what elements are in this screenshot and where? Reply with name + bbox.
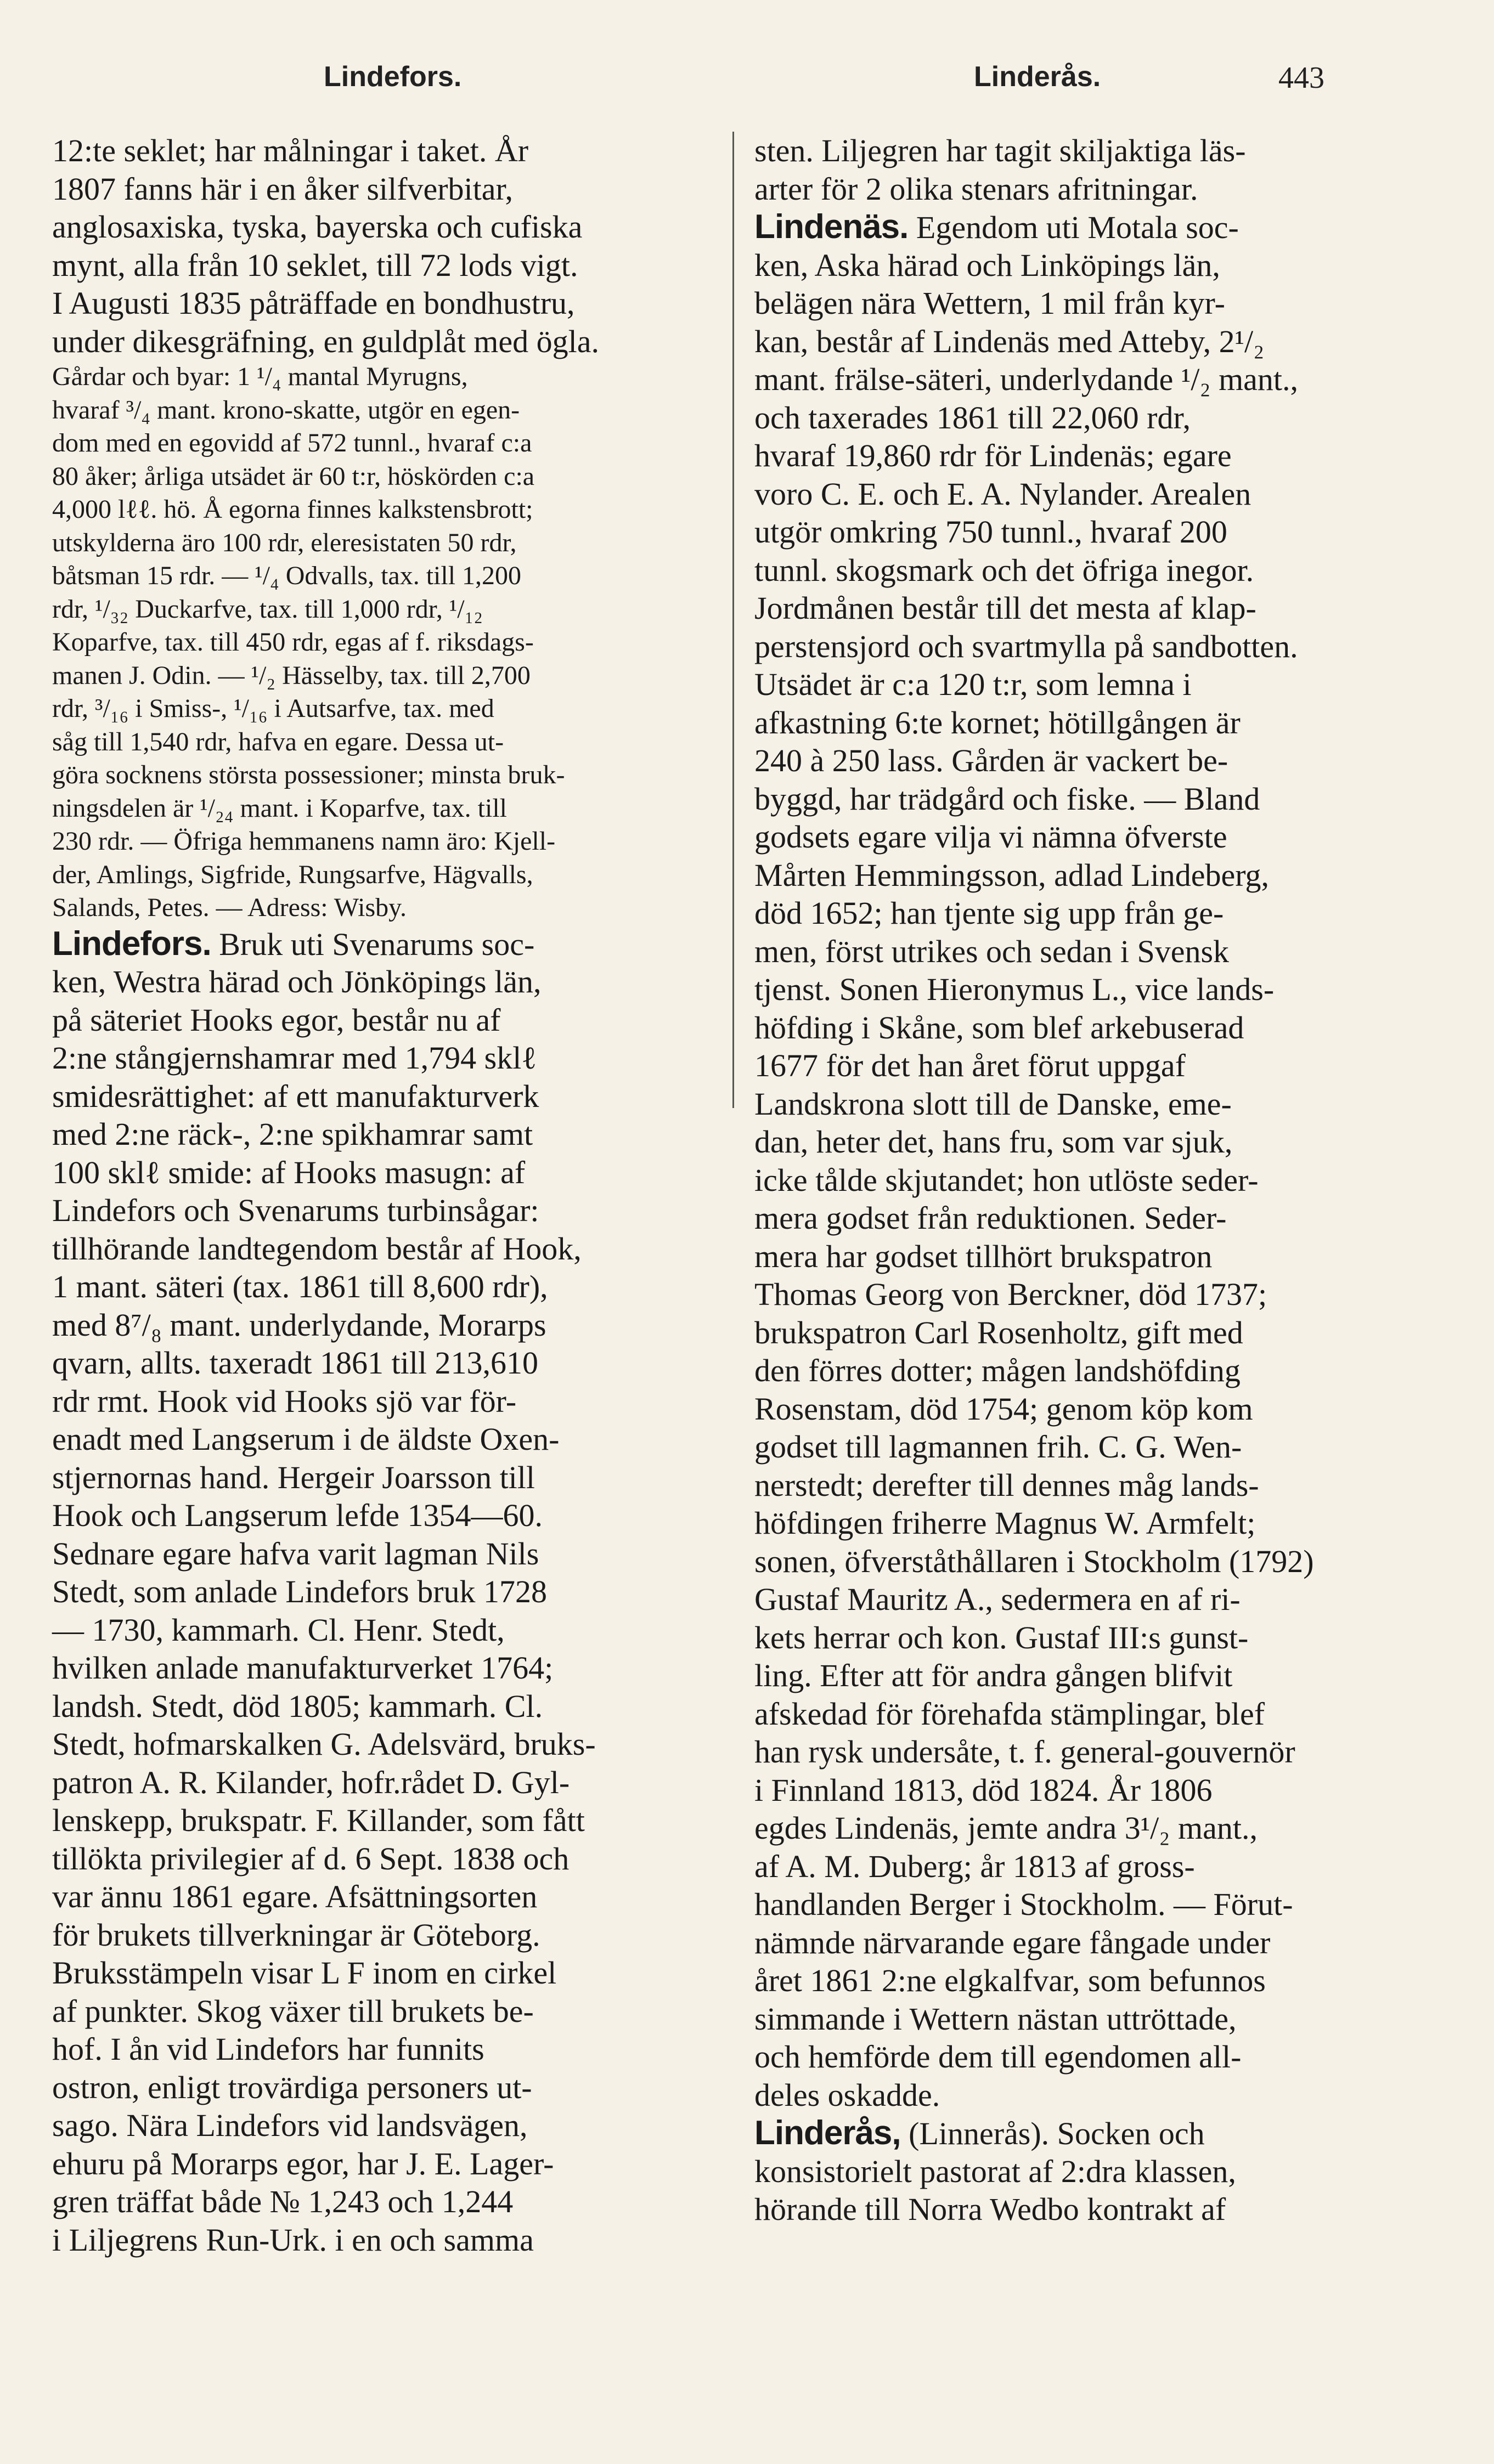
text-line: stjernornas hand. Hergeir Joarsson till [52,1459,535,1495]
entry-lindefors-first-line [52,925,727,963]
text-line: arter för 2 olika stenars afritningar. [754,171,1198,207]
text-line: 1 mant. säteri (tax. 1861 till 8,600 rdr), [52,1269,548,1304]
text-line: gren träffat både № 1,243 och 1,244 [52,2184,514,2219]
text-line: rdr, ³/₁₆ i Smiss-, ¹/₁₆ i Autsarfve, tax. med [52,694,494,723]
text-line: kets herrar och kon. Gustaf III:s gunst- [754,1619,1249,1655]
text-line: ken, Westra härad och Jönköpings län, [52,964,542,999]
text-line: qvarn, allts. taxeradt 1861 till 213,610 [52,1345,538,1381]
text-line: voro C. E. och E. A. Nylander. Arealen [754,476,1251,512]
text-line: tillökta privilegier af d. 6 Sept. 1838 och [52,1840,570,1877]
text-line: under dikesgräfning, en guldplåt med ögla. [52,323,600,359]
text-line: hvaraf 19,860 rdr för Lindenäs; egare [754,438,1232,473]
entry-heading-lindefors: Lindefors. [52,924,211,963]
text-line: Stedt, hofmarskalken G. Adelsvärd, bruks- [52,1726,596,1762]
text-line: 230 rdr. — Öfriga hemmanens namn äro: Kjell- [52,827,556,856]
text-line: och hemförde dem till egendomen all- [754,2039,1242,2075]
page-header [0,55,1494,99]
text-line: deles oskadde. [754,2077,940,2113]
text-line: Salands, Petes. — Adress: Wisby. [52,893,407,922]
text-line: han rysk undersåte, t. f. general-gouvernör [754,1734,1295,1770]
text-line: Lindefors och Svenarums turbinsågar: [52,1193,539,1228]
text-line: brukspatron Carl Rosenholtz, gift med [754,1314,1243,1350]
column-divider [732,132,734,1108]
text-line: egdes Lindenäs, jemte andra 3¹/₂ mant., [754,1810,1258,1846]
text-line: smidesrättighet: af ett manufakturverk [52,1078,539,1114]
text-line: der, Amlings, Sigfride, Rungsarfve, Hägvalls, [52,860,533,889]
text-line: Sednare egare hafva varit lagman Nils [52,1535,539,1572]
paragraph-mynt [52,132,727,360]
text-line: hvaraf ³/₄ mant. krono-skatte, utgör en egen- [52,395,520,425]
text-line: 1677 för det han året förut uppgaf [754,1048,1186,1083]
text-line: Gustaf Mauritz A., sedermera en af ri- [754,1581,1241,1617]
text-line: lenskepp, brukspatr. F. Killander, som fått [52,1802,585,1838]
text-line: enadt med Langserum i de äldste Oxen- [52,1421,560,1457]
entry-lindenas-lead: Egendom uti Motala soc- [908,210,1239,245]
text-line: med 8⁷/₈ mant. underlydande, Morarps [52,1307,546,1343]
text-line: icke tålde skjutandet; hon utlöste seder- [754,1162,1259,1198]
text-line: Jordmånen består till det mesta af klap- [754,590,1256,626]
paragraph-sten [754,132,1380,208]
text-line: ostron, enligt trovärdiga personers ut- [52,2069,532,2105]
text-line: tunnl. skogsmark och det öfriga inegor. [754,552,1254,588]
text-line: men, först utrikes och sedan i Svensk [754,933,1230,969]
text-line: manen J. Odin. — ¹/₂ Hässelby, tax. till 2,700 [52,660,531,690]
text-line: kan, består af Lindenäs med Atteby, 2¹/₂ [754,323,1265,359]
text-line: året 1861 2:ne elgkalfvar, som befunnos [754,1963,1266,1998]
text-line: afkastning 6:te kornet; hötillgången är [754,704,1241,741]
text-line: anglosaxiska, tyska, bayerska och cufiska [52,209,583,245]
text-line: sago. Nära Lindefors vid landsvägen, [52,2107,528,2143]
text-line: utskylderna äro 100 rdr, eleresistaten 50 rdr, [52,528,517,557]
text-line: dom med en egovidd af 572 tunnl., hvaraf c:a [52,428,532,457]
text-line: I Augusti 1835 påträffade en bondhustru, [52,285,575,321]
text-line: Stedt, som anlade Lindefors bruk 1728 [52,1574,548,1609]
text-line: patron A. R. Kilander, hofr.rådet D. Gyl- [52,1764,570,1800]
text-line: 2:ne stångjernshamrar med 1,794 sklℓ [52,1040,537,1076]
text-line: 1807 fanns här i en åker silfverbitar, [52,171,513,207]
text-line: sonen, öfverståthållaren i Stockholm (1792) [754,1543,1314,1579]
text-line: höfding i Skåne, som blef arkebuserad [754,1009,1244,1045]
entry-linderas-lead: (Linnerås). Socken och [900,2116,1205,2151]
text-line: Rosenstam, död 1754; genom köp kom [754,1391,1253,1427]
entry-heading-lindenas: Lindenäs. [754,208,909,246]
text-line: såg till 1,540 rdr, hafva en egare. Dessa ut- [52,727,504,756]
running-head-right: Linderås. [974,61,1101,93]
text-line: ken, Aska härad och Linköpings län, [754,247,1220,283]
text-line: för brukets tillverkningar är Göteborg. [52,1917,540,1953]
text-line: ningsdelen är ¹/₂₄ mant. i Koparfve, tax. till [52,793,507,823]
paragraph-lindenas [754,246,1380,2115]
text-line: dan, heter det, hans fru, som var sjuk, [754,1124,1233,1160]
text-line: godset till lagmannen frih. C. G. Wen- [754,1429,1242,1465]
right-column [754,132,1380,2229]
text-line: utgör omkring 750 tunnl., hvaraf 200 [754,514,1227,550]
text-line: mera godset från reduktionen. Seder- [754,1200,1227,1236]
text-line: Utsädet är c:a 120 t:r, som lemna i [754,666,1192,702]
text-line: nämnde närvarande egare fångade under [754,1924,1271,1960]
text-line: 240 à 250 lass. Gården är vackert be- [754,743,1228,778]
text-line: 80 åker; årliga utsädet är 60 t:r, höskörden c:a [52,461,535,491]
text-line: rdr rmt. Hook vid Hooks sjö var för- [52,1383,517,1419]
text-line: hof. I ån vid Lindefors har funnits [52,2031,484,2067]
text-line: tjenst. Sonen Hieronymus L., vice lands- [754,971,1275,1007]
text-line: hvilken anlade manufakturverket 1764; [52,1650,554,1686]
text-line: 12:te seklet; har målningar i taket. År [52,133,529,168]
text-line: Mårten Hemmingsson, adlad Lindeberg, [754,857,1269,893]
text-line: sten. Liljegren har tagit skiljaktiga läs- [754,133,1246,168]
text-line: nerstedt; derefter till dennes måg lands- [754,1467,1259,1503]
text-line: af A. M. Duberg; år 1813 af gross- [754,1848,1195,1884]
text-line: höfdingen friherre Magnus W. Armfelt; [754,1505,1256,1541]
text-line: afskedad för förehafda stämplingar, blef [754,1696,1265,1732]
text-line: mant. frälse-säteri, underlydande ¹/₂ mant., [754,361,1299,397]
text-line: handlanden Berger i Stockholm. — Förut- [754,1886,1293,1922]
text-line: byggd, har trädgård och fiske. — Bland [754,781,1260,817]
text-line: — 1730, kammarh. Cl. Henr. Stedt, [52,1612,505,1648]
entry-lindefors-lead: Bruk uti Svenarums soc- [211,926,535,962]
text-line: i Liljegrens Run-Urk. i en och samma [52,2222,534,2258]
entry-heading-linderas: Linderås, [754,2114,901,2152]
text-line: af punkter. Skog växer till brukets be- [52,1993,534,2029]
text-line: på säteriet Hooks egor, består nu af [52,1002,501,1038]
text-line: perstensjord och svartmylla på sandbotten. [754,628,1298,664]
text-line: mynt, alla från 10 seklet, till 72 lods vigt. [52,247,578,283]
text-line: Thomas Georg von Berckner, död 1737; [754,1276,1267,1312]
text-line: ling. Efter att för andra gången blifvit [754,1658,1233,1693]
entry-lindenas-first-line [754,208,1380,246]
text-line: godsets egare vilja vi nämna öfverste [754,819,1227,855]
paragraph-lindefors [52,963,727,2259]
entry-linderas-first-line [754,2114,1380,2152]
text-line: 100 sklℓ smide: af Hooks masugn: af [52,1154,526,1190]
text-line: Gårdar och byar: 1 ¹/₄ mantal Myrugns, [52,362,468,391]
text-line: den förres dotter; mågen landshöfding [754,1353,1241,1388]
text-line: Hook och Langserum lefde 1354—60. [52,1497,543,1533]
text-line: med 2:ne räck-, 2:ne spikhamrar samt [52,1116,533,1152]
running-head-left: Lindefors. [324,61,462,93]
paragraph-linderas [754,2152,1380,2229]
text-line: 4,000 lℓℓ. hö. Å egorna finnes kalkstensbrott; [52,495,533,524]
text-line: ehuru på Morarps egor, har J. E. Lager- [52,2145,554,2182]
text-line: död 1652; han tjente sig upp från ge- [754,895,1224,931]
page-number: 443 [1278,61,1324,95]
text-line: konsistorielt pastorat af 2:dra klassen, [754,2153,1236,2189]
text-line: rdr, ¹/₃₂ Duckarfve, tax. till 1,000 rdr, ¹/₁₂ [52,594,483,624]
text-line: göra socknens största possessioner; minsta bruk- [52,760,565,789]
text-line: Koparfve, tax. till 450 rdr, egas af f. riksdags- [52,628,534,657]
text-line: Bruksstämpeln visar L F inom en cirkel [52,1955,557,1991]
text-line: landsh. Stedt, död 1805; kammarh. Cl. [52,1688,543,1724]
paragraph-gardar-small [52,360,727,925]
text-line: var ännu 1861 egare. Afsättningsorten [52,1879,538,1914]
text-line: och taxerades 1861 till 22,060 rdr, [754,399,1191,436]
text-line: belägen nära Wettern, 1 mil från kyr- [754,285,1225,321]
text-line: hörande till Norra Wedbo kontrakt af [754,2191,1226,2227]
text-line: Landskrona slott till de Danske, eme- [754,1086,1232,1122]
text-line: i Finnland 1813, död 1824. År 1806 [754,1772,1213,1808]
text-line: simmande i Wettern nästan uttröttade, [754,2000,1237,2037]
text-line: tillhörande landtegendom består af Hook, [52,1230,582,1267]
text-line: mera har godset tillhört brukspatron [754,1238,1213,1274]
text-line: båtsman 15 rdr. — ¹/₄ Odvalls, tax. till 1,200 [52,561,522,590]
left-column [52,132,727,2259]
